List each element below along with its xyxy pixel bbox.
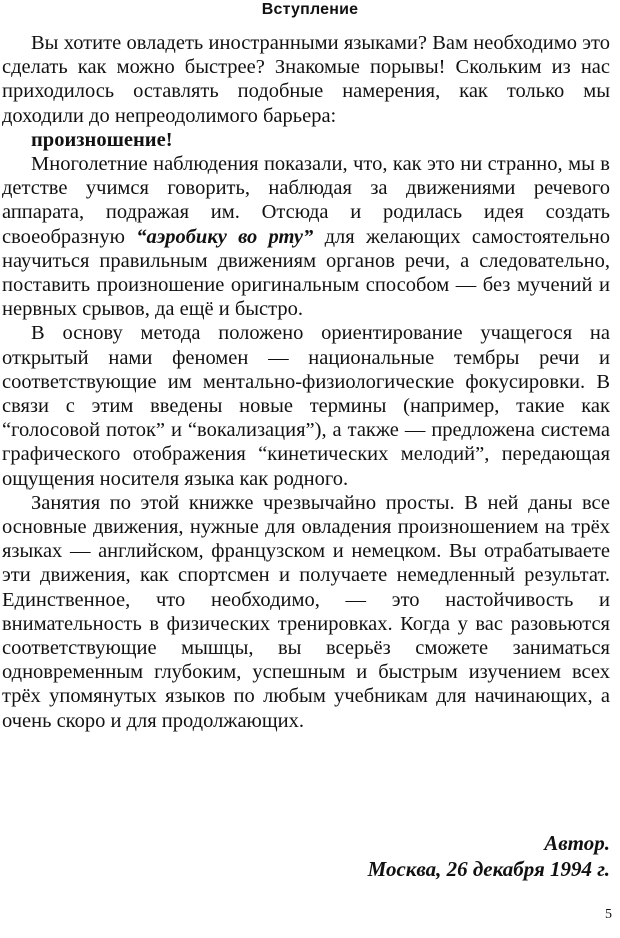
main-text — [2, 31, 610, 733]
paragraph-2-emphasis: “аэробику во рту” — [136, 225, 314, 248]
page-title: Вступление — [261, 1, 359, 18]
paragraph-4: Занятия по этой книжке чрезвычайно просты. В ней даны все основные движения, нужные для овладения произношением на трёх языках — английском, французском и немецком. Вы отрабатываете эти движения, как спортсмен и получаете немедленный результат. Единственное, что необходимо, — это настойчивость и внимательность в физических тренировках. Когда у вас разовьются соответствующие мышцы, вы всерьёз сможете заниматься одновременным глубоким, успешным и быстрым изучением всех трёх упомянутых языков по любым учебникам для начинающих, а очень скоро и для продолжающих. — [2, 491, 610, 732]
page-number: 5 — [605, 907, 612, 922]
paragraph-2-part-2: для желающих самостоятельно научиться правильным движениям органов речи, а следовательно, поставить произношение оригинальным способом — без мучений и нервных срывов, да ещё и быстро. — [2, 225, 610, 321]
paragraph-1: Вы хотите овладеть иностранными языками? Вам необходимо это сделать как можно быстрее? Знакомые порывы! Скольким из нас приходилось оставлять подобные намерения, как только мы доходили до непреодолимого барьера: — [2, 32, 610, 127]
paragraph-2 — [2, 152, 610, 321]
paragraph-3: В основу метода положено ориентирование учащегося на открытый нами феномен — национальные тембры речи и соответствующие им ментально-физиологические фокусировки. В связи с этим введены новые термины (например, такие как “голосовой поток” и “вокализация”), а также — предложена система графического отображения “кинетических мелодий”, передающая ощущения носителя языка как родного. — [2, 322, 610, 490]
signature-author: Автор. — [544, 831, 610, 855]
paragraph-2-part-1: Многолетние наблюдения показали, что, как это ни странно, мы в детстве учимся говорить, наблюдая за движениями речевого аппарата, подражая им. Отсюда и родилась идея создать своеобразную — [2, 153, 610, 248]
signature-place-date: Москва, 26 декабря 1994 г. — [367, 857, 610, 881]
bold-line: произношение! — [31, 128, 173, 151]
